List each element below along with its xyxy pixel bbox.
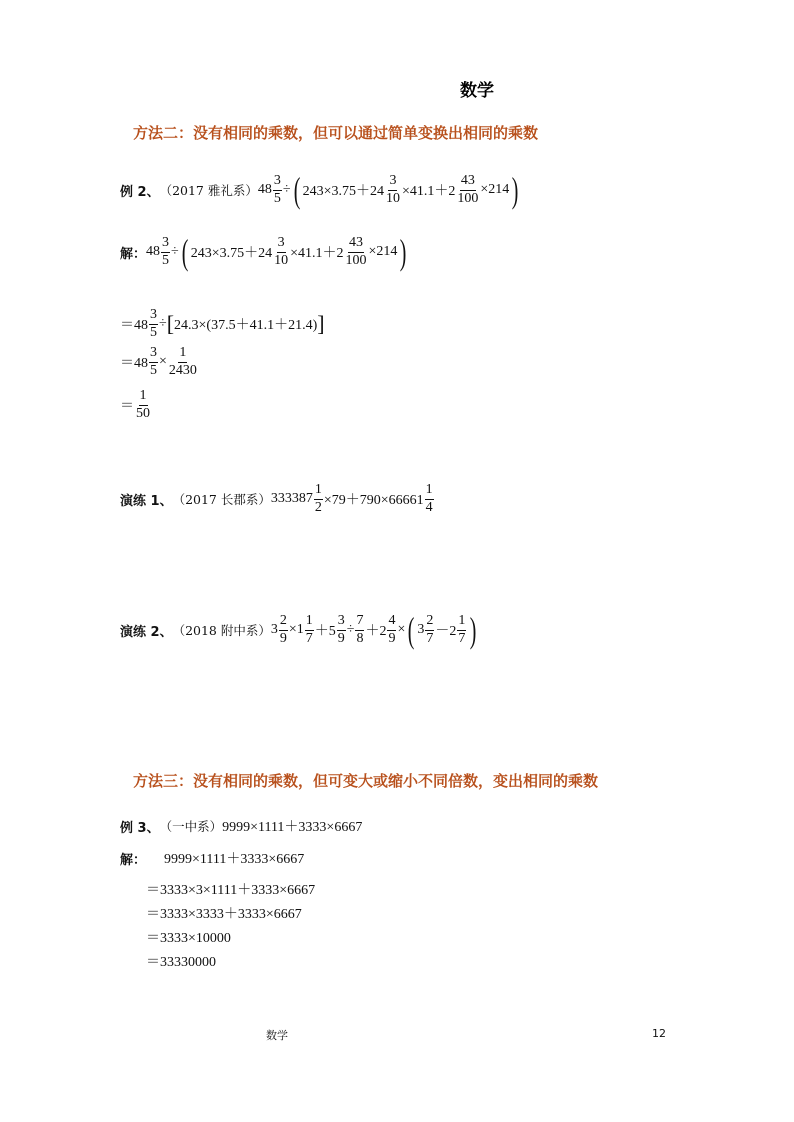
solution2-expression bbox=[146, 234, 409, 270]
practice2-expression: 3 $\frac{2}{9}$ ×1 $\frac{1}{7}$ ＋5 $\frac{3}{9}$ ÷ $\frac{7}{8}$ ＋2 $\frac{4}{9}$ × ( 3 $\frac{2}{7}$ －2 $\frac{1}{7}$ ) bbox=[270, 610, 477, 650]
right-paren: ) bbox=[470, 610, 477, 650]
practice2-line bbox=[120, 612, 479, 648]
fraction: $\frac{2}{7}$ bbox=[426, 612, 434, 646]
fraction: $\frac{7}{8}$ bbox=[356, 612, 364, 646]
example2-expression bbox=[258, 172, 521, 208]
solution3-expression: 9999×1111＋3333×6667 bbox=[164, 852, 305, 867]
example3-expression: 9999×1111＋3333×6667 bbox=[222, 820, 363, 835]
whole-number: 48 bbox=[146, 244, 161, 259]
page-title: 数学 bbox=[460, 81, 494, 101]
solution3-step: ＝3333×3333＋3333×6667 bbox=[146, 907, 302, 922]
fraction: $\frac{1}{2}$ bbox=[314, 482, 322, 515]
example2-label: 例 2、 bbox=[120, 184, 160, 200]
fraction: $\frac{3}{5}$ bbox=[162, 234, 170, 268]
fraction: $\frac{3}{10}$ bbox=[274, 234, 289, 268]
fraction: $\frac{3}{5}$ bbox=[150, 307, 157, 340]
example2-source: （2017 雅礼系） bbox=[159, 183, 258, 198]
right-paren: ) bbox=[400, 232, 407, 272]
term: 243×3.75＋24 bbox=[190, 246, 273, 261]
fraction: $\frac{1}{7}$ bbox=[305, 612, 313, 646]
solution2-step1: ＝48 $\frac{3}{5}$ ÷ [ 24.3×(37.5＋41.1＋21.4) ] bbox=[120, 307, 325, 340]
example3-source: （一中系） bbox=[159, 819, 223, 834]
divide-sign: ÷ bbox=[282, 182, 291, 197]
solution2-step2: ＝48 $\frac{3}{5}$ × $\frac{1}{2430}$ bbox=[120, 345, 197, 378]
fraction: $\frac{1}{4}$ bbox=[425, 482, 433, 515]
term: ×41.1＋2 bbox=[290, 246, 344, 261]
solution2-step3: ＝ $\frac{1}{50}$ bbox=[120, 388, 150, 421]
solution2-line bbox=[120, 234, 409, 270]
fraction: $\frac{43}{100}$ bbox=[457, 172, 479, 206]
fraction: $\frac{4}{9}$ bbox=[388, 612, 396, 646]
fraction: $\frac{3}{9}$ bbox=[337, 612, 345, 646]
left-bracket: [ bbox=[166, 311, 175, 337]
page-number: 12 bbox=[652, 1027, 666, 1040]
solution3-step: ＝3333×3×1111＋3333×6667 bbox=[146, 883, 316, 898]
method2-heading: 方法二：没有相同的乘数，但可以通过简单变换出相同的乘数 bbox=[133, 124, 539, 142]
term: ×214 bbox=[480, 182, 510, 197]
practice2-source: （2018 附中系） bbox=[172, 623, 271, 638]
practice1-source: （2017 长郡系） bbox=[172, 492, 271, 508]
fraction: $\frac{1}{7}$ bbox=[458, 612, 466, 646]
practice1-line bbox=[120, 483, 435, 515]
fraction: $\frac{3}{5}$ bbox=[150, 345, 157, 378]
solution3-step: ＝3333×10000 bbox=[146, 931, 231, 946]
solution3-line bbox=[120, 848, 304, 868]
fraction: $\frac{3}{5}$ bbox=[273, 172, 281, 206]
fraction: $\frac{43}{100}$ bbox=[345, 234, 367, 268]
right-paren: ) bbox=[511, 170, 519, 210]
practice1-label: 演练 1、 bbox=[120, 493, 173, 509]
example3-label: 例 3、 bbox=[120, 820, 160, 836]
fraction: $\frac{3}{10}$ bbox=[385, 172, 400, 206]
divide-sign: ÷ bbox=[171, 244, 179, 259]
fraction: $\frac{2}{9}$ bbox=[279, 612, 287, 646]
fraction: $\frac{1}{2430}$ bbox=[168, 345, 197, 378]
practice1-expression: 333387 $\frac{1}{2}$ ×79＋790×66661 $\frac{1}{4}$ bbox=[270, 482, 433, 515]
method3-heading: 方法三：没有相同的乘数，但可变大或缩小不同倍数，变出相同的乘数 bbox=[133, 772, 599, 790]
solution3-label: 解： bbox=[120, 852, 147, 868]
solution2-label: 解： bbox=[120, 246, 147, 262]
term: 243×3.75＋24 bbox=[302, 184, 384, 199]
practice2-label: 演练 2、 bbox=[120, 624, 173, 640]
term: ×214 bbox=[368, 244, 398, 259]
term: ×41.1＋2 bbox=[401, 184, 456, 199]
left-paren: ( bbox=[293, 170, 300, 210]
right-bracket: ] bbox=[317, 311, 325, 337]
left-paren: ( bbox=[181, 232, 189, 272]
solution3-step: ＝33330000 bbox=[146, 955, 216, 970]
footer-subject: 数学 bbox=[266, 1029, 288, 1042]
example2-line bbox=[120, 172, 521, 208]
left-paren: ( bbox=[408, 610, 415, 650]
fraction: $\frac{1}{50}$ bbox=[136, 388, 150, 421]
whole-number: 48 bbox=[257, 182, 272, 197]
example3-line bbox=[120, 816, 362, 836]
